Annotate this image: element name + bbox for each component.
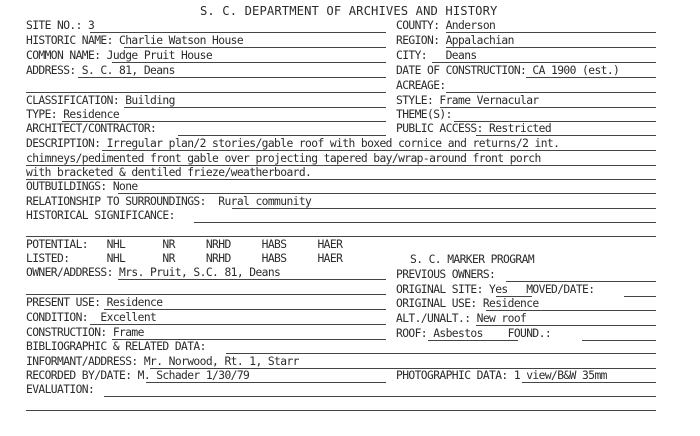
date-construction-underline: [526, 77, 656, 78]
common-name-field: COMMON NAME: Judge Pruit House: [26, 49, 213, 62]
original-use-field: ORIGINAL USE: Residence: [396, 297, 539, 310]
outbuildings-underline: [118, 193, 656, 194]
roof-underline: [428, 340, 518, 341]
construction-field: CONSTRUCTION: Frame: [26, 326, 144, 339]
region-underline: [446, 47, 656, 48]
evaluation-underline-2: [26, 410, 656, 411]
historic-name-underline: [124, 47, 386, 48]
present-use-underline: [104, 309, 386, 310]
public-access-underline: [476, 135, 656, 136]
county-underline: [446, 32, 656, 33]
photographic-underline: [522, 382, 656, 383]
description-underline-1: [102, 150, 656, 151]
owner-field: OWNER/ADDRESS: Mrs. Pruit, S.C. 81, Deans: [26, 266, 281, 279]
site-no-underline: [90, 32, 386, 33]
architect-underline: [178, 135, 386, 136]
region-field: REGION: Appalachian: [396, 34, 514, 47]
themes-field: THEME(S):: [396, 108, 452, 121]
classification-underline: [124, 107, 386, 108]
recorded-by-underline: [146, 382, 386, 383]
present-use-field: PRESENT USE: Residence: [26, 296, 163, 309]
significance-underline: [194, 222, 656, 223]
recorded-by-field: RECORDED BY/DATE: M. Schader 1/30/79: [26, 369, 250, 382]
moved-date-underline: [624, 296, 656, 297]
address-underline: [78, 77, 386, 78]
type-field: TYPE: Residence: [26, 108, 120, 121]
city-underline: [432, 62, 656, 63]
date-construction-field: DATE OF CONSTRUCTION: CA 1900 (est.): [396, 64, 620, 77]
description-line-3: with bracketed & dentiled frieze/weatherboard.: [26, 166, 312, 179]
county-field: COUNTY: Anderson: [396, 19, 496, 32]
outbuildings-field: OUTBUILDINGS: None: [26, 180, 138, 193]
bibliographic-underline: [226, 353, 656, 354]
potential-row: POTENTIAL: NHL NR NRHD HABS HAER: [26, 238, 343, 251]
evaluation-field: EVALUATION:: [26, 383, 95, 396]
architect-field: ARCHITECT/CONTRACTOR:: [26, 122, 157, 135]
city-field: CITY: Deans: [396, 49, 477, 62]
historic-name-field: HISTORIC NAME: Charlie Watson House: [26, 34, 244, 47]
condition-underline: [90, 324, 386, 325]
bibliographic-field: BIBLIOGRAPHIC & RELATED DATA:: [26, 340, 206, 353]
public-access-field: PUBLIC ACCESS: Restricted: [396, 122, 552, 135]
photographic-field: PHOTOGRAPHIC DATA: 1 view/B&W 35mm: [396, 369, 607, 382]
previous-owners-underline: [506, 281, 656, 282]
classification-field: CLASSIFICATION: Building: [26, 94, 175, 107]
alt-unalt-underline: [476, 325, 656, 326]
foundation-underline: [582, 340, 656, 341]
evaluation-underline: [104, 396, 656, 397]
acreage-field: ACREAGE:: [396, 79, 446, 92]
roof-field: ROOF: Asbestos FOUND.:: [396, 327, 552, 340]
blank-underline: [26, 92, 386, 93]
acreage-underline: [446, 92, 656, 93]
description-line-1: DESCRIPTION: Irregular plan/2 stories/gable roof with boxed cornice and returns/2 int.: [26, 137, 560, 150]
site-no-field: SITE NO.: 3: [26, 19, 95, 32]
significance-underline-2: [26, 236, 656, 237]
informant-field: INFORMANT/ADDRESS: Mr. Norwood, Rt. 1, Starr: [26, 355, 299, 368]
style-underline: [440, 107, 656, 108]
description-line-2: chimneys/pedimented front gable over projecting tapered bay/wrap-around front porch: [26, 152, 541, 165]
relationship-field: RELATIONSHIP TO SURROUNDINGS: Rural community: [26, 195, 312, 208]
common-name-underline: [112, 62, 386, 63]
address-field: ADDRESS: S. C. 81, Deans: [26, 64, 175, 77]
marker-program-heading: S. C. MARKER PROGRAM: [410, 253, 535, 266]
condition-field: CONDITION: Excellent: [26, 311, 157, 324]
form-header: S. C. DEPARTMENT OF ARCHIVES AND HISTORY: [200, 4, 498, 18]
original-site-field: ORIGINAL SITE: Yes MOVED/DATE:: [396, 283, 595, 296]
owner-underline-2: [26, 294, 386, 295]
original-use-underline: [486, 310, 656, 311]
alt-unalt-field: ALT./UNALT.: New roof: [396, 312, 527, 325]
significance-field: HISTORICAL SIGNIFICANCE:: [26, 209, 175, 222]
listed-row: LISTED: NHL NR NRHD HABS HAER: [26, 252, 343, 265]
previous-owners-field: PREVIOUS OWNERS:: [396, 268, 496, 281]
relationship-underline: [232, 208, 656, 209]
owner-underline: [118, 279, 386, 280]
style-field: STYLE: Frame Vernacular: [396, 94, 539, 107]
